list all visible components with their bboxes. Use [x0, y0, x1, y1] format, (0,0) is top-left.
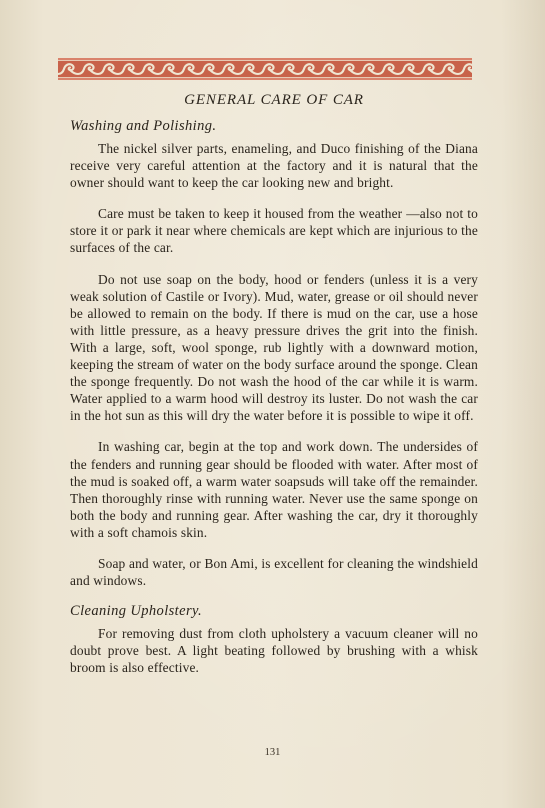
page-number: 131	[264, 747, 281, 758]
section-heading-upholstery: Cleaning Upholstery.	[70, 603, 203, 620]
greek-wave-border-ornament	[58, 58, 472, 80]
paragraph: Do not use soap on the body, hood or fenders (unless it is a very weak solution of Castile or Ivory). Mud, water, grease or oil should never be allowed to remain on the body. If there is mud on the car, use a hose with little pressure, as a heavy pressure drives the grit into the finish. With a large, soft, wool sponge, rub lightly with a downward motion, keeping the stream of water on the body surface around the sponge. Clean the sponge frequently. Do not wash the hood of the car while it is warm. Water applied to a warm hood will destroy its luster. Do not wash the car in the hot sun as this will dry the water before it is possible to wipe it off.	[70, 271, 478, 424]
paragraph: Care must be taken to keep it housed from the weather —also not to store it or park it near where chemicals are kept which are injurious to the surfaces of the car.	[70, 206, 478, 256]
section-heading-washing: Washing and Polishing.	[70, 118, 217, 134]
paragraph: For removing dust from cloth upholstery a vacuum cleaner will no doubt prove best. A light beating followed by brushing with a whisk broom is also effective.	[70, 626, 478, 676]
paragraph: Soap and water, or Bon Ami, is excellent for cleaning the windshield and windows.	[70, 555, 478, 589]
page-content	[70, 92, 478, 676]
paragraph: The nickel silver parts, enameling, and Duco finishing of the Diana receive very careful attention at the factory and it is natural that the owner should want to keep the car looking new and bright.	[70, 141, 478, 191]
page-title: GENERAL CARE OF CAR	[184, 92, 364, 108]
paragraph: In washing car, begin at the top and work down. The undersides of the fenders and running gear should be flooded with water. After most of the mud is soaked off, a warm water soapsuds will take off the remainder. Then thoroughly rinse with running water. Never use the same sponge on both the body and running gear. After washing the car, dry it thoroughly with a soft chamois skin.	[70, 439, 478, 540]
